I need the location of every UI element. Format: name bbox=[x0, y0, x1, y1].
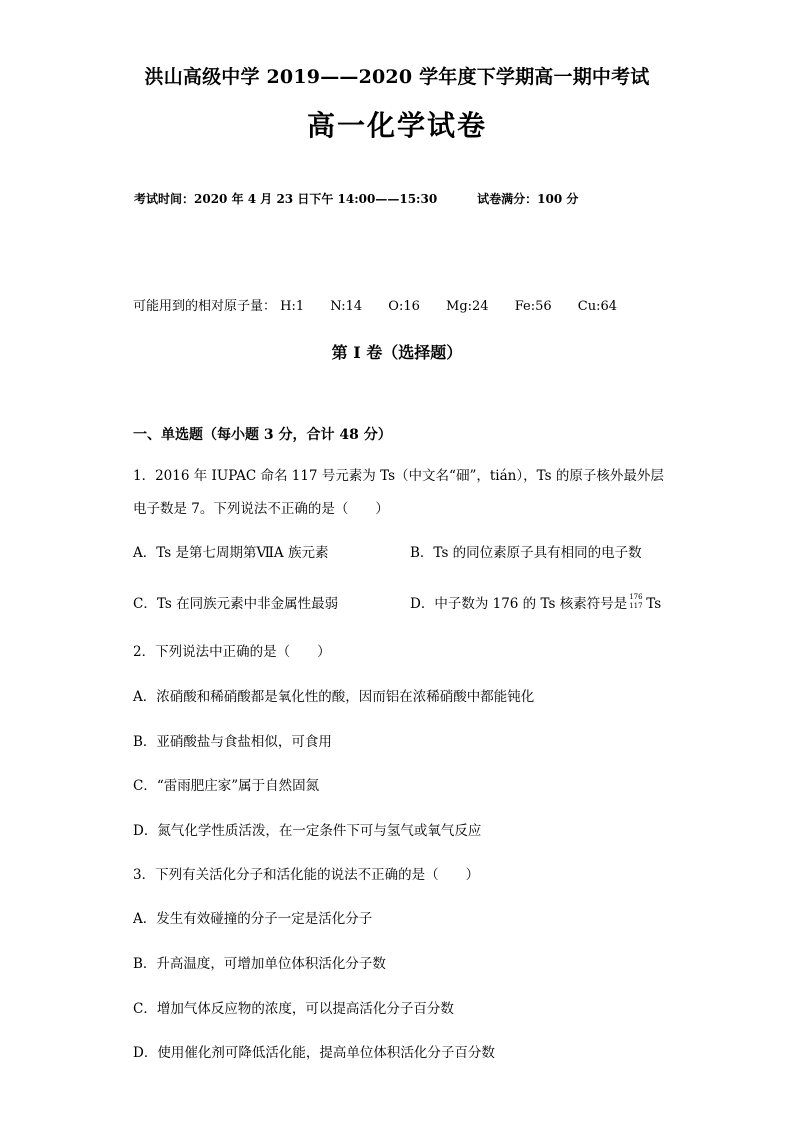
atomic-mass-item: O:16 bbox=[388, 299, 420, 314]
question-1-stem-line2: 电子数是 7。下列说法不正确的是（ ） bbox=[133, 501, 389, 517]
question-1-stem-line1: 1．2016 年 IUPAC 命名 117 号元素为 Ts（中文名“鿬”，tián），Ts 的原子核外最外层 bbox=[133, 468, 664, 484]
question-3-option-a: A．发生有效碰撞的分子一定是活化分子 bbox=[133, 911, 373, 927]
exam-time: 考试时间：2020 年 4 月 23 日下午 14:00——15:30 bbox=[134, 192, 438, 206]
element-symbol: Ts bbox=[646, 596, 662, 612]
atomic-masses bbox=[133, 295, 639, 314]
atomic-mass-item: Cu:64 bbox=[577, 299, 618, 314]
question-3-option-b: B．升高温度，可增加单位体积活化分子数 bbox=[133, 956, 386, 972]
question-3-stem: 3．下列有关活化分子和活化能的说法不正确的是（ ） bbox=[133, 867, 480, 883]
question-1-option-d bbox=[410, 592, 661, 612]
atomic-masses-label: 可能用到的相对原子量： bbox=[133, 299, 277, 314]
school-title: 洪山高级中学 2019——2020 学年度下学期高一期中考试 bbox=[144, 66, 650, 88]
question-3-option-d: D．使用催化剂可降低活化能，提高单位体积活化分子百分数 bbox=[133, 1045, 495, 1061]
question-2-option-a: A．浓硝酸和稀硝酸都是氧化性的酸，因而铝在浓稀硝酸中都能钝化 bbox=[133, 689, 535, 705]
full-score: 试卷满分：100 分 bbox=[477, 192, 579, 206]
exam-info bbox=[134, 190, 578, 207]
atomic-mass-item: Fe:56 bbox=[514, 299, 552, 314]
question-2-stem: 2．下列说法中正确的是（ ） bbox=[133, 644, 331, 660]
question-2-option-c: C．“雷雨肥庄家”属于自然固氮 bbox=[133, 778, 320, 794]
question-1-option-c: C．Ts 在同族元素中非金属性最弱 bbox=[133, 596, 339, 612]
question-1-option-a: A．Ts 是第七周期第ⅦA 族元素 bbox=[133, 545, 329, 561]
question-1-option-b: B．Ts 的同位素原子具有相同的电子数 bbox=[410, 545, 642, 561]
atomic-mass-item: H:1 bbox=[280, 299, 305, 314]
nuclide-symbol bbox=[629, 595, 643, 611]
atomic-mass-item: Mg:24 bbox=[446, 299, 489, 314]
question-2-option-d: D．氮气化学性质活泼，在一定条件下可与氢气或氧气反应 bbox=[133, 823, 482, 839]
question-3-option-c: C．增加气体反应物的浓度，可以提高活化分子百分数 bbox=[133, 1001, 454, 1017]
exam-title: 高一化学试卷 bbox=[306, 109, 487, 142]
option-d-text: D．中子数为 176 的 Ts 核素符号是 bbox=[410, 596, 628, 612]
part-title: 一、单选题（每小题 3 分，合计 48 分） bbox=[133, 427, 392, 443]
question-2-option-b: B．亚硝酸盐与食盐相似，可食用 bbox=[133, 734, 332, 750]
atomic-mass-item: N:14 bbox=[330, 299, 363, 314]
section-title: 第 I 卷（选择题） bbox=[331, 343, 463, 362]
mass-number: 176 bbox=[629, 593, 643, 601]
atomic-number: 117 bbox=[629, 602, 643, 610]
